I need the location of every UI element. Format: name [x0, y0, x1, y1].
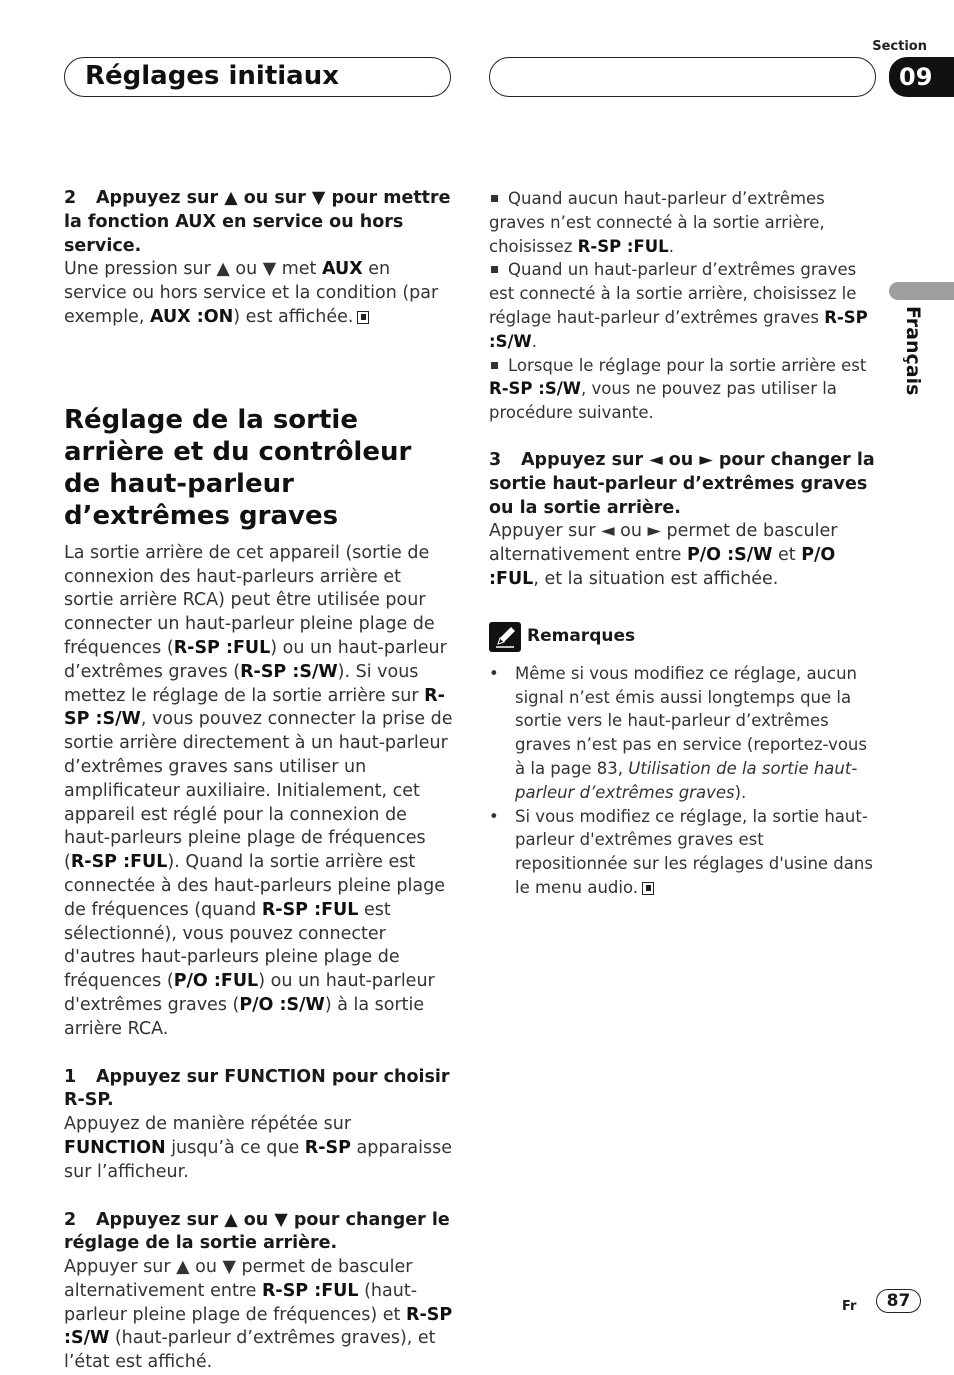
note-item: • Si vous modifiez ce réglage, la sortie haut-parleur d'extrêmes graves est repositionnée sur les réglages d'usine dans le menu audio.	[489, 806, 873, 897]
left-column	[64, 187, 454, 1375]
footer-language-code: Fr	[842, 1299, 857, 1314]
section-heading: Réglage de la sortie arrière et du contrôleur de haut-parleur d’extrêmes graves	[64, 404, 412, 531]
chapter-title-frame	[64, 57, 451, 97]
language-label	[898, 306, 928, 406]
step-body: Une pression sur ▲ ou ▼ met AUX en service ou hors service et la condition (par exemple, AUX :ON) est affichée.	[64, 259, 439, 327]
step-title: Appuyez sur ◄ ou ► pour changer la sortie haut-parleur d’extrêmes graves ou la sortie arrière.	[489, 449, 875, 518]
bullet-dot-icon: •	[489, 806, 499, 826]
step-body: Appuyer sur ▲ ou ▼ permet de basculer alternativement entre R-SP :FUL (haut-parleur pleine plage de fréquences) et R-SP :S/W (haut-parleur d’extrêmes graves), et l’état est affiché.	[64, 1257, 453, 1373]
notes-title: Remarques	[527, 625, 636, 646]
step-heading	[64, 187, 454, 258]
step-title: Appuyez sur ▲ ou sur ▼ pour mettre la fonction AUX en service ou hors service.	[64, 188, 451, 256]
step-title: Appuyez sur ▲ ou ▼ pour changer le réglage de la sortie arrière.	[64, 1209, 450, 1254]
section-number: 09	[889, 57, 954, 97]
chapter-title: Réglages initiaux	[85, 61, 339, 91]
bullet-item: Quand aucun haut-parleur d’extrêmes graves n’est connecté à la sortie arrière, choisissez R-SP :FUL.	[489, 189, 825, 256]
step-number: 3	[489, 449, 502, 470]
bullet-item: Quand un haut-parleur d’extrêmes graves est connecté à la sortie arrière, choisissez le réglage haut-parleur d’extrêmes graves R-SP :S/W.	[489, 260, 868, 351]
step-heading	[64, 1209, 454, 1257]
step-heading	[64, 1066, 454, 1114]
step-body: Appuyer sur ◄ ou ► permet de basculer alternativement entre P/O :S/W et P/O :FUL, et la situation est affichée.	[489, 521, 838, 589]
header-right-frame	[489, 57, 876, 97]
section-label: Section	[872, 39, 927, 54]
intro-paragraph: La sortie arrière de cet appareil (sortie de connexion des haut-parleurs arrière et sortie arrière RCA) peut être utilisée pour connecter un haut-parleur pleine plage de fréquences (R-SP :FUL) ou un haut-parleur d’extrêmes graves (R-SP :S/W). Si vous mettez le réglage de la sortie arrière sur R-SP :S/W, vous pouvez connecter la prise de sortie arrière directement à un haut-parleur d’extrêmes graves sans utiliser un amplificateur auxiliaire. Initialement, cet appareil est réglé pour la connexion de haut-parleurs pleine plage de fréquences (R-SP :FUL). Quand la sortie arrière est connectée à des haut-parleurs pleine plage de fréquences (quand R-SP :FUL est sélectionné), vous pouvez connecter d'autres haut-parleurs pleine plage de fréquences (P/O :FUL) ou un haut-parleur d'extrêmes graves (P/O :S/W) à la sortie arrière RCA.	[64, 542, 453, 1039]
bullet-item: Lorsque le réglage pour la sortie arrière est R-SP :S/W, vous ne pouvez pas utiliser la procédure suivante.	[489, 355, 867, 423]
step-number: 2	[64, 1209, 77, 1230]
bullet-dot-icon: •	[489, 663, 499, 683]
end-mark-icon	[357, 311, 369, 324]
page-number: 87	[876, 1289, 921, 1313]
end-mark-icon	[642, 882, 654, 895]
right-column	[489, 187, 879, 900]
step-number: 1	[64, 1066, 77, 1087]
step-number: 2	[64, 188, 77, 208]
step-title: Appuyez sur FUNCTION pour choisir R-SP.	[64, 1066, 450, 1111]
notes-header	[489, 622, 879, 652]
square-bullet-icon	[491, 266, 498, 273]
note-item: • Même si vous modifiez ce réglage, aucun signal n’est émis aussi longtemps que la sortie vers le haut-parleur d’extrêmes graves n’est pas en service (reportez-vous à la page 83, Utilisation de la sortie haut-parleur d’extrêmes graves).	[489, 663, 867, 802]
language-tab	[889, 282, 954, 300]
language-text: Français	[902, 306, 924, 396]
step-body: Appuyez de manière répétée sur FUNCTION jusqu’à ce que R-SP apparaisse sur l’afficheur.	[64, 1114, 452, 1182]
step-heading	[489, 449, 879, 520]
pencil-note-icon	[489, 622, 521, 652]
square-bullet-icon	[491, 362, 498, 369]
square-bullet-icon	[491, 195, 498, 202]
